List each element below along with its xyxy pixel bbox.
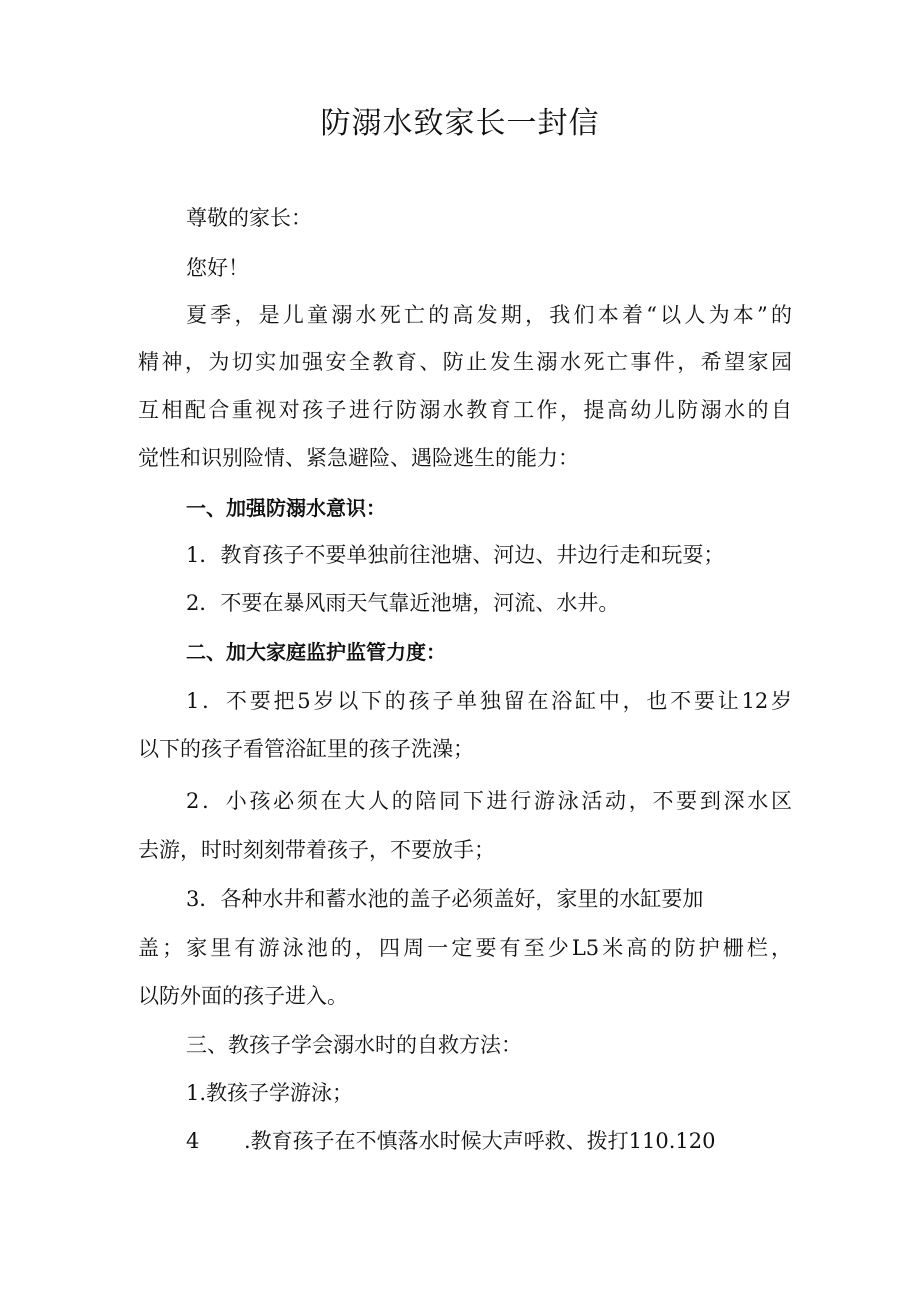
intro-line-4: 觉性和识别险情、紧急避险、遇险逃生的能力： [138, 446, 579, 470]
intro-line-2: 精神，为切实加强安全教育、防止发生溺水死亡事件，希望家园 [138, 350, 792, 374]
section-2-heading: 二、加大家庭监护监管力度： [186, 640, 446, 664]
section-2-item-1-line-2: 以下的孩子看管浴缸里的孩子洗澡； [138, 737, 474, 761]
section-3-heading: 三、教孩子学会溺水时的自救方法： [186, 1033, 522, 1057]
intro-line-1: 夏季，是儿童溺水死亡的高发期，我们本着“以人为本”的 [186, 303, 792, 327]
section-1-item-2: 2．不要在暴风雨天气靠近池塘，河流、水井。 [186, 591, 620, 615]
section-3-item-1: 1.教孩子学游泳； [186, 1081, 354, 1105]
section-3-item-2-number: 4 [186, 1129, 200, 1153]
section-1-item-1: 1．教育孩子不要单独前往池塘、河边、井边行走和玩耍； [186, 543, 725, 567]
section-2-item-1-line-1: 1．不要把5岁以下的孩子单独留在浴缸中，也不要让12岁 [186, 689, 792, 713]
salutation: 尊敬的家长： [186, 206, 312, 230]
section-2-item-3-line-2: 盖；家里有游泳池的，四周一定要有至少L5米高的防护栅栏， [138, 936, 792, 960]
section-2-item-2-line-1: 2．小孩必须在大人的陪同下进行游泳活动，不要到深水区 [186, 789, 792, 813]
section-3-item-2-text: .教育孩子在不慎落水时候大声呼救、拨打110.120 [244, 1129, 716, 1153]
section-2-item-3-line-3: 以防外面的孩子进入。 [138, 984, 348, 1008]
section-2-item-2-line-2: 去游，时时刻刻带着孩子，不要放手； [138, 838, 495, 862]
greeting: 您好！ [186, 256, 249, 280]
intro-line-3: 互相配合重视对孩子进行防溺水教育工作，提高幼儿防溺水的自 [138, 398, 792, 422]
page-title: 防溺水致家长一封信 [320, 106, 600, 141]
section-2-item-3-line-1: 3．各种水井和蓄水池的盖子必须盖好，家里的水缸要加 [186, 887, 704, 911]
section-1-heading: 一、加强防溺水意识： [186, 496, 386, 520]
